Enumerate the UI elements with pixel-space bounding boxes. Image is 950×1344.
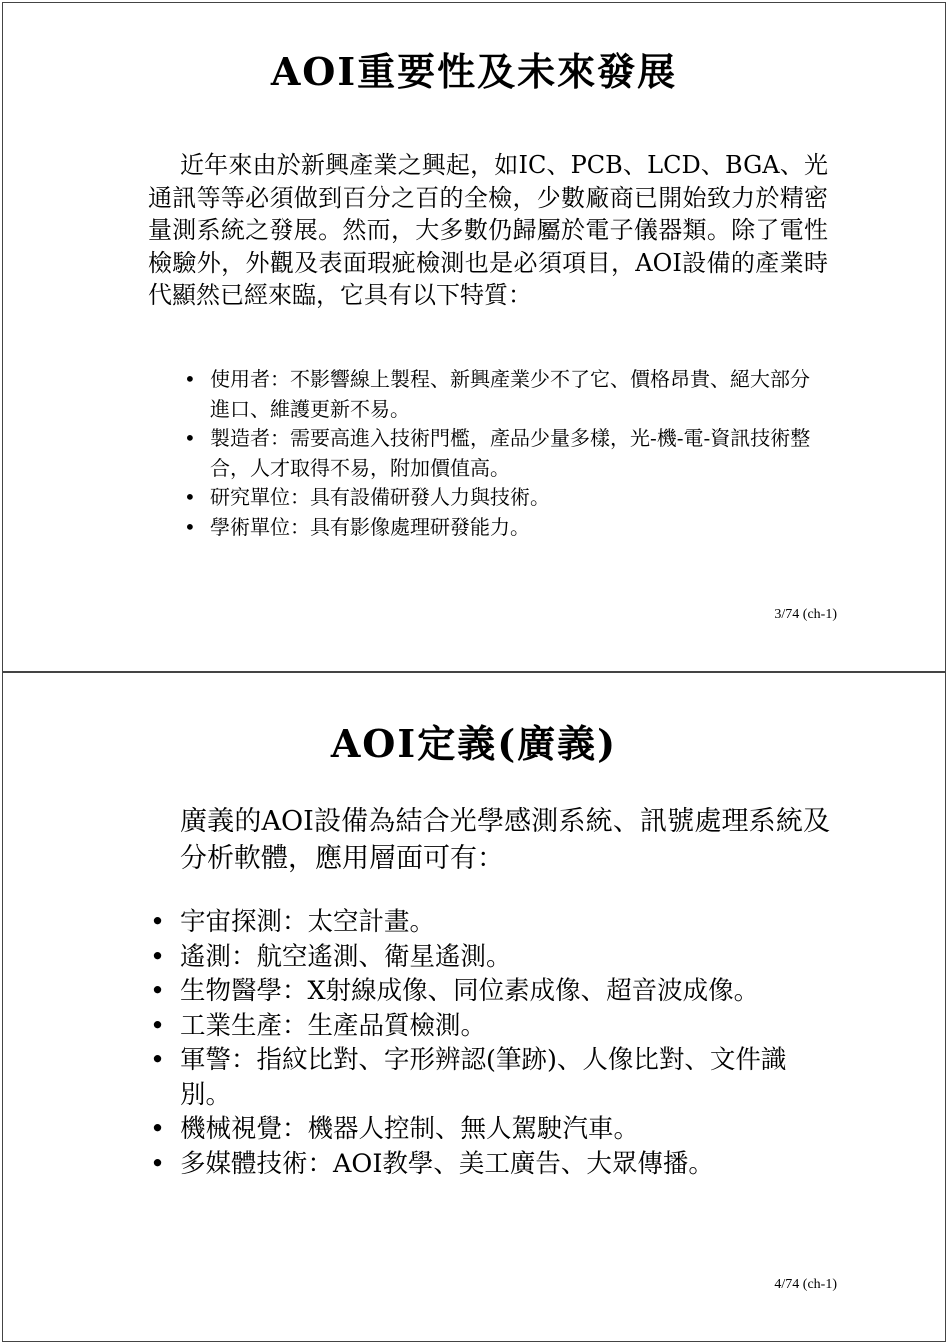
list-item-text: 多媒體技術：AOI教學、美工廣告、大眾傳播。 xyxy=(180,1148,714,1179)
slide-4 xyxy=(2,672,946,1342)
list-item xyxy=(150,1112,810,1147)
definition-paragraph: 廣義的AOI設備為結合光學感測系統、訊號處理系統及分析軟體，應用層面可有： xyxy=(180,806,830,874)
slide-title: AOI重要性及未來發展 xyxy=(270,49,678,94)
bullet-icon: • xyxy=(150,907,166,937)
list-item-text: 工業生產：生產品質檢測。 xyxy=(180,1010,487,1041)
list-item xyxy=(184,424,820,483)
list-item-text: 軍警：指紋比對、字形辨認(筆跡)、人像比對、文件識別。 xyxy=(180,1045,787,1110)
characteristics-list xyxy=(184,365,820,542)
list-item xyxy=(150,905,810,940)
bullet-icon: • xyxy=(150,1010,166,1041)
page-number: 3/74 (ch-1) xyxy=(774,607,837,622)
intro-paragraph: 近年來由於新興產業之興起，如IC、PCB、LCD、BGA、光通訊等等必須做到百分之百的全檢，少數廠商已開始致力於精密量測系統之發展。然而，大多數仍歸屬於電子儀器類。除了電性檢驗外，外觀及表面瑕疵檢測也是必須項目，AOI設備的產業時代顯然已經來臨，它具有以下特質： xyxy=(148,151,828,309)
list-item-text: 製造者：需要高進入技術門檻，產品少量多樣，光-機-電-資訊技術整合，人才取得不易，附加價值高。 xyxy=(210,426,811,480)
list-item-text: 宇宙探測：太空計畫。 xyxy=(180,907,436,937)
list-item-text: 遙測：航空遙測、衛星遙測。 xyxy=(180,941,512,972)
applications-list xyxy=(150,905,810,1181)
bullet-icon: • xyxy=(184,426,196,450)
list-item xyxy=(150,1009,810,1044)
list-item xyxy=(184,513,820,543)
list-item-text: 機械視覺：機器人控制、無人駕駛汽車。 xyxy=(180,1114,640,1144)
list-item-text: 研究單位：具有設備研發人力與技術。 xyxy=(210,485,550,509)
page-number: 4/74 (ch-1) xyxy=(774,1277,837,1292)
slide-3 xyxy=(2,2,946,672)
list-item-text: 使用者：不影響線上製程、新興產業少不了它、價格昂貴、絕大部分進口、維護更新不易。 xyxy=(210,367,810,421)
bullet-icon: • xyxy=(150,1114,166,1144)
list-item xyxy=(150,1147,810,1182)
bullet-icon: • xyxy=(184,514,196,539)
list-item xyxy=(184,365,820,424)
list-item xyxy=(150,974,810,1009)
slide-title: AOI定義(廣義) xyxy=(330,721,618,766)
bullet-icon: • xyxy=(150,941,166,972)
list-item-text: 學術單位：具有影像處理研發能力。 xyxy=(210,514,530,539)
bullet-icon: • xyxy=(150,1148,166,1179)
list-item xyxy=(150,940,810,975)
bullet-icon: • xyxy=(150,1045,166,1075)
bullet-icon: • xyxy=(184,485,196,509)
list-item xyxy=(184,483,820,513)
bullet-icon: • xyxy=(184,367,196,391)
list-item-text: 生物醫學：X射線成像、同位素成像、超音波成像。 xyxy=(180,976,760,1006)
bullet-icon: • xyxy=(150,976,166,1006)
list-item xyxy=(150,1043,810,1112)
